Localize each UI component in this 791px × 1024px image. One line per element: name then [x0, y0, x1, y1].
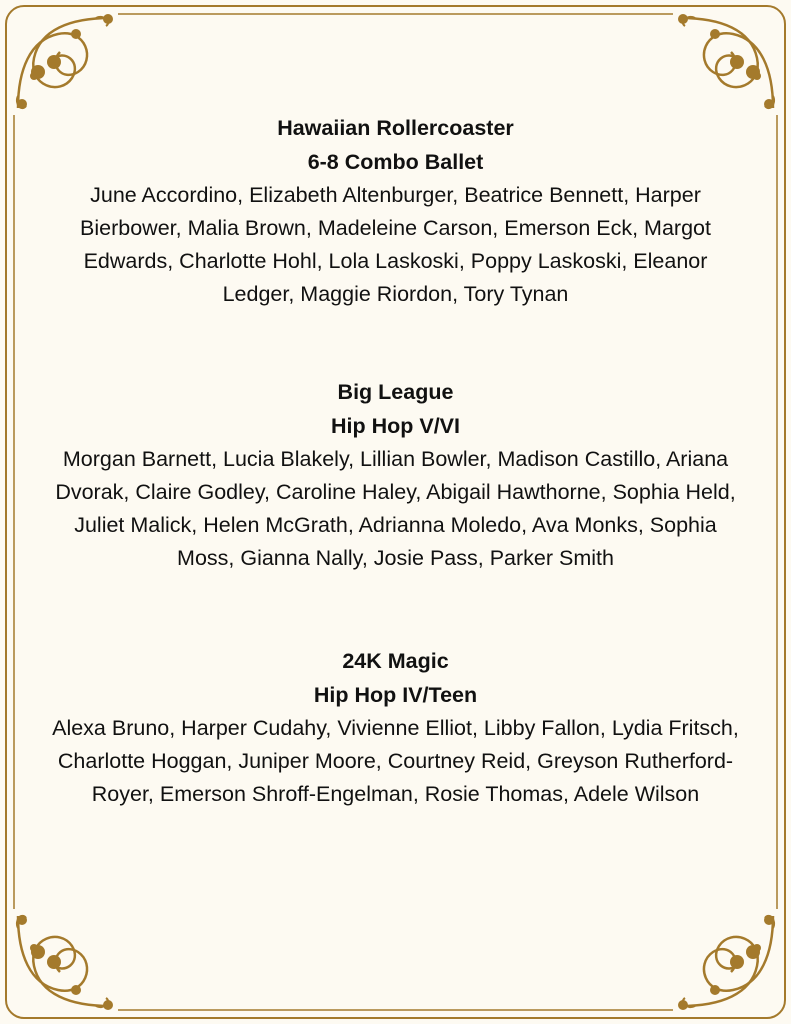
section-title: 24K Magic	[342, 649, 449, 673]
dancer-names: Morgan Barnett, Lucia Blakely, Lillian Bowler, Madison Castillo, Ariana Dvorak, Claire Godley, Caroline Haley, Abigail Hawthorne, Sophia Held, Juliet Malick, Helen McGrath, Adrianna Moledo, Ava Monks, Sophia Moss, Gianna Nally, Josie Pass, Parker Smith	[55, 447, 736, 570]
section-24k-magic	[40, 644, 751, 811]
section-hawaiian-rollercoaster	[40, 111, 751, 311]
section-big-league	[40, 375, 751, 575]
section-subtitle: Hip Hop V/VI	[331, 414, 460, 438]
section-title: Big League	[337, 380, 454, 404]
dancer-names: Alexa Bruno, Harper Cudahy, Vivienne Elliot, Libby Fallon, Lydia Fritsch, Charlotte Hoggan, Juniper Moore, Courtney Reid, Greyson Rutherford-Royer, Emerson Shroff-Engelman, Rosie Thomas, Adele Wilson	[52, 716, 739, 806]
section-title: Hawaiian Rollercoaster	[277, 116, 514, 140]
section-subtitle: 6-8 Combo Ballet	[307, 150, 484, 174]
dancer-names: June Accordino, Elizabeth Altenburger, Beatrice Bennett, Harper Bierbower, Malia Brown, Madeleine Carson, Emerson Eck, Margot Edwards, Charlotte Hohl, Lola Laskoski, Poppy Laskoski, Eleanor Ledger, Maggie Riordon, Tory Tynan	[80, 183, 711, 306]
section-subtitle: Hip Hop IV/Teen	[313, 683, 478, 707]
